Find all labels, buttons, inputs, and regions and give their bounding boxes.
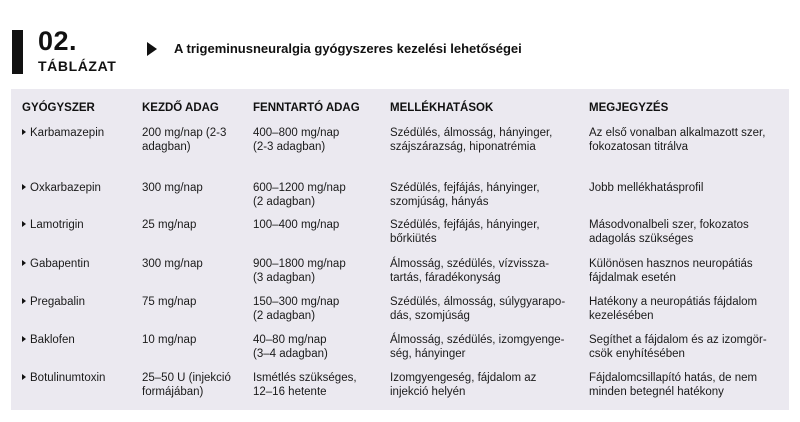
note-cell: Hatékony a neuropátiás fájdalom kezelésében (589, 296, 758, 322)
drug-name-cell (22, 218, 84, 232)
bullet-triangle-icon (22, 129, 26, 135)
table-header (0, 0, 800, 88)
side-effects-cell: Szédülés, fejfájás, hányinger, bőrkiütés (390, 219, 540, 245)
column-header-start-dose: KEZDŐ ADAG (142, 102, 219, 114)
drug-name-cell (22, 181, 101, 195)
side-effects-cell: Izomgyengeség, fájdalom az injekció helyén (390, 372, 537, 398)
maintenance-dose-cell: 600–1200 mg/nap (2 adagban) (253, 182, 346, 208)
drug-name: Lamotrigin (30, 219, 84, 231)
start-dose-cell: 75 mg/nap (142, 296, 197, 308)
start-dose-cell: 300 mg/nap (142, 182, 203, 194)
drug-name: Oxkarbazepin (30, 182, 101, 194)
table-number: 02. (38, 26, 78, 56)
note-cell: Segíthet a fájdalom és az izomgör- csök enyhítésében (589, 334, 767, 360)
side-effects-cell: Szédülés, fejfájás, hányinger, szomjúság, hányás (390, 182, 540, 208)
maintenance-dose-cell: 400–800 mg/nap (2-3 adagban) (253, 127, 340, 153)
drug-name-cell (22, 333, 75, 347)
note-cell: Különösen hasznos neuropátiás fájdalmak esetén (589, 258, 753, 284)
start-dose-cell: 300 mg/nap (142, 258, 203, 270)
column-header-drug: GYÓGYSZER (22, 102, 95, 114)
drug-name: Gabapentin (30, 258, 90, 270)
bullet-triangle-icon (22, 298, 26, 304)
start-dose-cell: 25–50 U (injekció formájában) (142, 372, 231, 398)
side-effects-cell: Álmosság, szédülés, izomgyenge- ség, hányinger (390, 334, 565, 360)
maintenance-dose-cell: 150–300 mg/nap (2 adagban) (253, 296, 340, 322)
drug-name: Botulinumtoxin (30, 372, 106, 384)
drug-name-cell (22, 295, 85, 309)
start-dose-cell: 200 mg/nap (2-3 adagban) (142, 127, 227, 153)
bullet-triangle-icon (22, 374, 26, 380)
table-label: TÁBLÁZAT (38, 58, 117, 74)
drug-name-cell (22, 257, 89, 271)
drug-name: Pregabalin (30, 296, 85, 308)
note-cell: Másodvonalbeli szer, fokozatos adagolás szükséges (589, 219, 749, 245)
bullet-triangle-icon (22, 221, 26, 227)
table-title: A trigeminusneuralgia gyógyszeres kezelési lehetőségei (174, 41, 522, 56)
arrow-right-icon (147, 42, 157, 56)
start-dose-cell: 25 mg/nap (142, 219, 197, 231)
drug-name: Karbamazepin (30, 127, 105, 139)
side-effects-cell: Szédülés, álmosság, súlygyarapo- dás, szomjúság (390, 296, 566, 322)
column-header-note: MEGJEGYZÉS (589, 102, 669, 114)
note-cell: Fájdalomcsillapító hatás, de nem minden betegnél hatékony (589, 372, 758, 398)
bullet-triangle-icon (22, 184, 26, 190)
start-dose-cell: 10 mg/nap (142, 334, 197, 346)
drug-name-cell (22, 371, 105, 385)
drug-name-cell (22, 126, 104, 140)
bullet-triangle-icon (22, 260, 26, 266)
column-header-side-effects: MELLÉKHATÁSOK (390, 102, 494, 114)
bullet-triangle-icon (22, 336, 26, 342)
side-effects-cell: Szédülés, álmosság, hányinger, szájszárazság, hiponatrémia (390, 127, 553, 153)
maintenance-dose-cell: 100–400 mg/nap (253, 219, 340, 231)
maintenance-dose-cell: Ismétlés szükséges, 12–16 hetente (253, 372, 357, 398)
maintenance-dose-cell: 900–1800 mg/nap (3 adagban) (253, 258, 346, 284)
column-header-maintenance-dose: FENNTARTÓ ADAG (253, 102, 360, 114)
header-accent-bar (12, 30, 23, 74)
maintenance-dose-cell: 40–80 mg/nap (3–4 adagban) (253, 334, 328, 360)
note-cell: Az első vonalban alkalmazott szer, fokozatosan titrálva (589, 127, 766, 153)
drug-name: Baklofen (30, 334, 75, 346)
side-effects-cell: Álmosság, szédülés, vízvissza- tartás, fáradékonyság (390, 258, 550, 284)
note-cell: Jobb mellékhatásprofil (589, 182, 704, 194)
